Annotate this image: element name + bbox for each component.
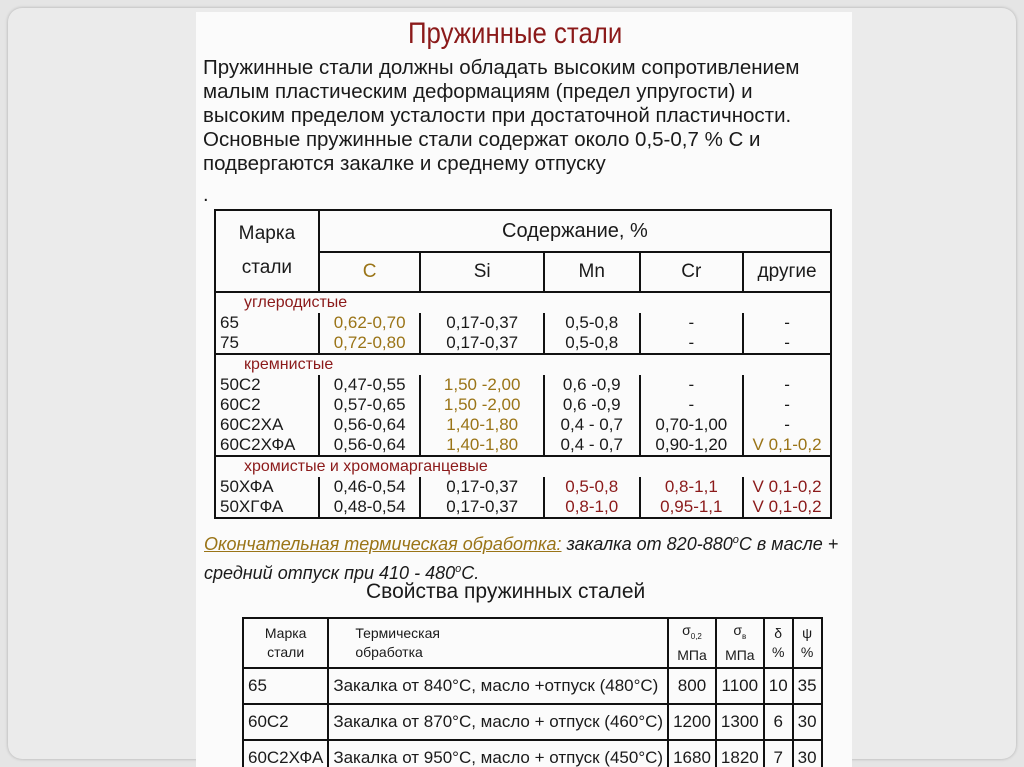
composition-body (215, 292, 831, 518)
header-line (721, 621, 759, 646)
props-grade-header (243, 618, 328, 668)
intro-line: малым пластическим деформациям (предел упругости) и (203, 80, 753, 103)
psi-cell: 35 (793, 668, 822, 704)
header-line: МПа (677, 646, 707, 663)
cr-cell: 0,70-1,00 (640, 415, 744, 435)
c-cell: 0,46-0,54 (319, 477, 421, 497)
cr-cell: - (640, 375, 744, 395)
si-cell: 1,50 -2,00 (420, 375, 543, 395)
delta-cell: 7 (764, 740, 793, 767)
group-row (215, 292, 831, 313)
note-text: средний отпуск при 410 - 480 (204, 563, 456, 583)
si-cell: 0,17-0,37 (420, 313, 543, 333)
c-cell: 0,47-0,55 (319, 375, 421, 395)
mn-cell: 0,5-0,8 (544, 333, 640, 354)
grade-cell: 50ХГФА (215, 497, 319, 518)
sb-cell: 1820 (716, 740, 764, 767)
content-header: Содержание, % (319, 210, 831, 252)
mn-cell: 0,4 - 0,7 (544, 415, 640, 435)
grade-cell: 60С2ХА (215, 415, 319, 435)
table-row (215, 395, 831, 415)
props-treatment-header (328, 618, 668, 668)
mn-cell: 0,4 - 0,7 (544, 435, 640, 456)
sigma-symbol: σ (682, 622, 691, 638)
si-cell: 0,17-0,37 (420, 497, 543, 518)
cr-cell: 0,90-1,20 (640, 435, 744, 456)
table-row (215, 333, 831, 354)
psi-cell: 30 (793, 704, 822, 740)
table-row (215, 375, 831, 395)
si-cell: 1,50 -2,00 (420, 395, 543, 415)
grade-cell: 75 (215, 333, 319, 354)
si-cell: 0,17-0,37 (420, 333, 543, 354)
intro-line: подвергаются закалке и среднему отпуску (203, 152, 606, 175)
grade-header-line: стали (241, 257, 293, 278)
other-cell: V 0,1-0,2 (743, 435, 831, 456)
other-cell: V 0,1-0,2 (743, 497, 831, 518)
slide (196, 12, 852, 767)
table-row (243, 668, 822, 704)
header-line: ψ (802, 624, 813, 641)
intro-line: Пружинные стали должны обладать высоким сопротивлением (203, 56, 800, 79)
col-header-si: Si (420, 252, 543, 292)
heat-treatment-note (204, 528, 838, 586)
si-cell: 1,40-1,80 (420, 415, 543, 435)
note-label: Окончательная термическая обработка: (204, 534, 562, 554)
header-line: Термическая (355, 624, 440, 641)
composition-table (214, 209, 832, 519)
other-cell: - (743, 415, 831, 435)
slide-title: Пружинные стали (408, 17, 623, 50)
sb-cell: 1300 (716, 704, 764, 740)
intro-paragraph (203, 56, 843, 176)
si-cell: 0,17-0,37 (420, 477, 543, 497)
si-cell: 1,40-1,80 (420, 435, 543, 456)
c-cell: 0,48-0,54 (319, 497, 421, 518)
header-line: стали (267, 643, 305, 660)
mn-cell: 0,5-0,8 (544, 313, 640, 333)
other-cell: - (743, 395, 831, 415)
grade-header (215, 210, 319, 292)
table-row (243, 704, 822, 740)
header-line: МПа (725, 646, 755, 663)
grade-cell: 65 (215, 313, 319, 333)
grade-cell: 50С2 (215, 375, 319, 395)
header-line (673, 621, 711, 646)
sigma-subscript: 0,2 (690, 631, 702, 641)
header-line: Марка (264, 624, 307, 641)
properties-table (242, 617, 823, 767)
intro-line: Основные пружинные стали содержат около 0,5-0,7 % С и (203, 128, 761, 151)
psi-cell: 30 (793, 740, 822, 767)
sb-cell: 1100 (716, 668, 764, 704)
s02-cell: 1680 (668, 740, 716, 767)
s02-cell: 1200 (668, 704, 716, 740)
group-label: хромистые и хромомарганцевые (215, 456, 831, 477)
other-cell: - (743, 375, 831, 395)
other-cell: - (743, 313, 831, 333)
props-s02-header (668, 618, 716, 668)
degree-mark: о (732, 534, 739, 546)
props-delta-header (764, 618, 793, 668)
note-text: С. (461, 563, 480, 583)
note-text: закалка от 820-880 (561, 534, 733, 554)
col-header-cr: Cr (640, 252, 744, 292)
table-row (215, 435, 831, 456)
c-cell: 0,72-0,80 (319, 333, 421, 354)
cr-cell: - (640, 313, 744, 333)
header-line: % (800, 643, 814, 660)
grade-cell: 50ХФА (215, 477, 319, 497)
table-row (243, 740, 822, 767)
note-line-1 (204, 528, 838, 557)
mn-cell: 0,8-1,0 (544, 497, 640, 518)
cr-cell: - (640, 395, 744, 415)
cr-cell: 0,8-1,1 (640, 477, 744, 497)
col-header-other: другие (743, 252, 831, 292)
s02-cell: 800 (668, 668, 716, 704)
c-cell: 0,56-0,64 (319, 415, 421, 435)
other-cell: - (743, 333, 831, 354)
properties-title: Свойства пружинных сталей (366, 580, 646, 603)
group-row (215, 354, 831, 375)
grade-cell: 60С2ХФА (215, 435, 319, 456)
note-text: С в масле + (738, 534, 839, 554)
sigma-symbol: σ (733, 622, 743, 638)
grade-cell: 65 (243, 668, 328, 704)
table-row (215, 477, 831, 497)
intro-line: высоким пределом усталости при достаточной пластичности. (203, 104, 792, 127)
col-header-c: C (319, 252, 421, 292)
grade-cell: 60С2 (243, 704, 328, 740)
table-row (215, 313, 831, 333)
treatment-cell: Закалка от 950°С, масло + отпуск (450°С) (328, 740, 668, 767)
sigma-subscript: в (742, 631, 747, 641)
cr-cell: - (640, 333, 744, 354)
other-cell: V 0,1-0,2 (743, 477, 831, 497)
table-row (215, 497, 831, 518)
properties-body (243, 668, 822, 767)
degree-mark: о (455, 563, 462, 575)
header-line: % (771, 643, 785, 660)
grade-cell: 60С2ХФА (243, 740, 328, 767)
cr-cell: 0,95-1,1 (640, 497, 744, 518)
delta-cell: 10 (764, 668, 793, 704)
treatment-cell: Закалка от 870°С, масло + отпуск (460°С) (328, 704, 668, 740)
props-psi-header (793, 618, 822, 668)
intro-dot: . (203, 184, 209, 206)
table-row (215, 415, 831, 435)
header-line: δ (774, 624, 783, 641)
col-header-mn: Mn (544, 252, 640, 292)
c-cell: 0,56-0,64 (319, 435, 421, 456)
group-label: углеродистые (215, 292, 831, 313)
grade-header-line: Марка (238, 223, 296, 244)
mn-cell: 0,6 -0,9 (544, 375, 640, 395)
c-cell: 0,62-0,70 (319, 313, 421, 333)
c-cell: 0,57-0,65 (319, 395, 421, 415)
header-line: обработка (355, 643, 423, 660)
mn-cell: 0,6 -0,9 (544, 395, 640, 415)
grade-cell: 60С2 (215, 395, 319, 415)
props-sb-header (716, 618, 764, 668)
group-row (215, 456, 831, 477)
group-label: кремнистые (215, 354, 831, 375)
mn-cell: 0,5-0,8 (544, 477, 640, 497)
delta-cell: 6 (764, 704, 793, 740)
treatment-cell: Закалка от 840°С, масло +отпуск (480°С) (328, 668, 668, 704)
